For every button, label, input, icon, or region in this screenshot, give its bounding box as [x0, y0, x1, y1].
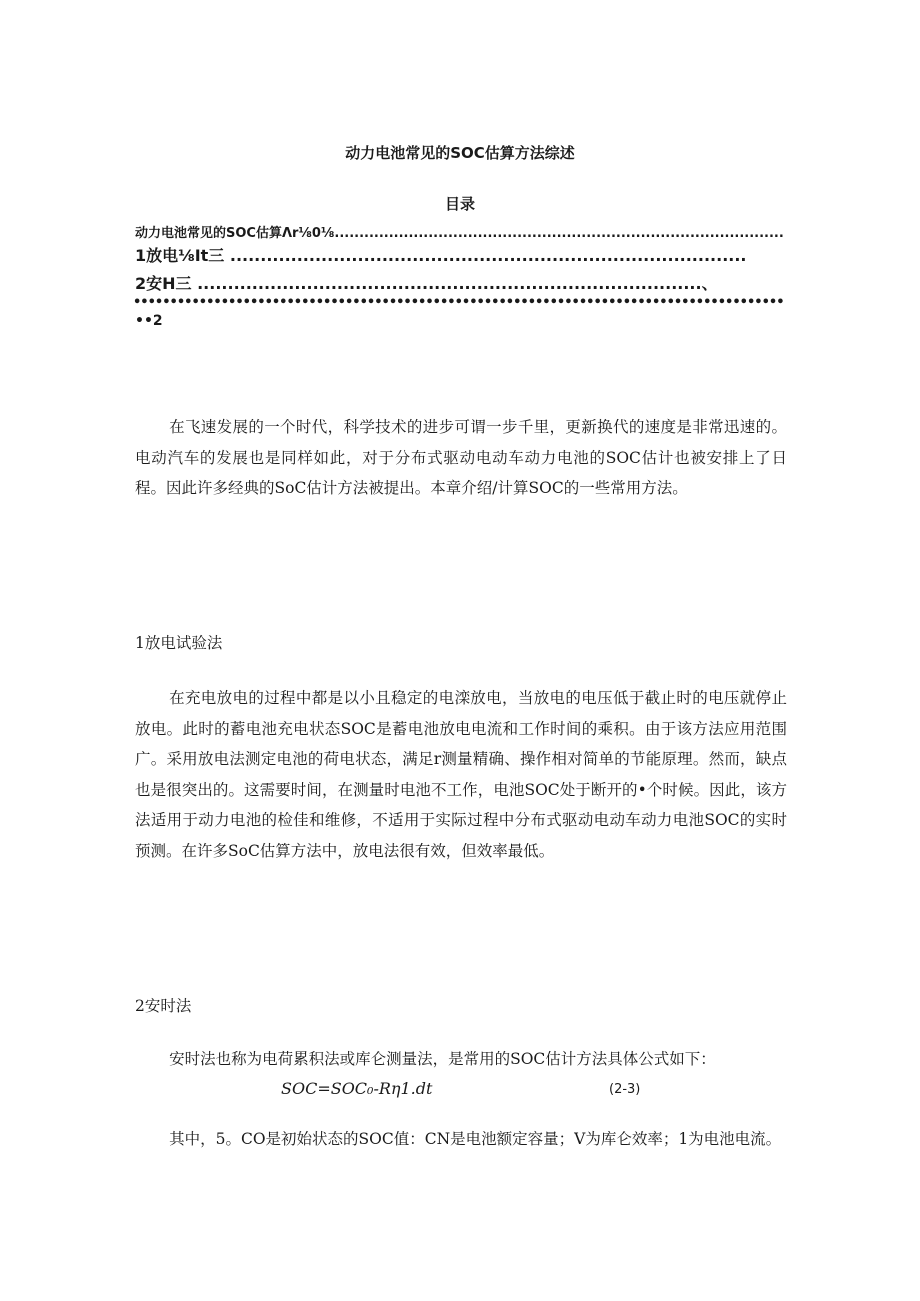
toc-entry-1[interactable]: 动力电池常见的SOC估算Λr⅛0⅛...........................................................................................: [135, 226, 784, 241]
section-2-explanation: 其中，5。CO是初始状态的SOC值：CN是电池额定容量；V为库仑效率；1为电池电流。: [169, 1130, 782, 1148]
soc-formula: SOC=SOC₀-Rη1.dt: [281, 1079, 433, 1098]
toc-entry-3[interactable]: 2安H三 ...................................................................................、: [135, 274, 718, 293]
toc-entry-2[interactable]: 1放电⅛It三 .....................................................................................: [135, 246, 747, 265]
toc-page-number: ••2: [135, 313, 163, 329]
section-1-body: 在充电放电的过程中都是以小且稳定的电滦放电，当放电的电压低于截止时的电压就停止放电。此时的蓄电池充电状态SOC是蓄电池放电电流和工作时间的乘积。由于该方法应用范围广。采用放电法测定电池的荷电状态，满足r测量精确、操作相对简单的节能原理。然而，缺点也是很突出的。这需要时间，在测量时电池不工作，电池SOC处于断开的•个时候。因此，该方法适用于动力电池的检佳和维修，不适用于实际过程中分布式驱动电动车动力电池SOC的实时预测。在许多SoC估算方法中，放电法很有效，但效率最低。: [135, 689, 787, 860]
document-title: 动力电池常见的SOC估算方法综述: [345, 144, 575, 162]
section-2-heading: 2安时法: [135, 997, 192, 1015]
toc-heading: 目录: [444, 195, 475, 213]
section-1-heading: 1放电试验法: [135, 634, 223, 652]
section-2-body: 安时法也称为电荷累积法或库仑测量法，是常用的SOC估计方法具体公式如下：: [169, 1050, 716, 1068]
equation-number: (2-3): [609, 1082, 641, 1097]
toc-leader-line: •••••••••••••••••••••••••••••••••••••••••••••••••••••••••••••••••••••••••••••••••••••••••: [133, 295, 784, 310]
intro-paragraph: 在飞速发展的一个时代，科学技术的进步可谓一步千里，更新换代的速度是非常迅速的。电动汽车的发展也是同样如此，对于分布式驱动电动车动力电池的SOC估计也被安排上了日程。因此许多经典的SoC估计方法被提出。本章介绍/计算SOC的一些常用方法。: [135, 418, 787, 497]
